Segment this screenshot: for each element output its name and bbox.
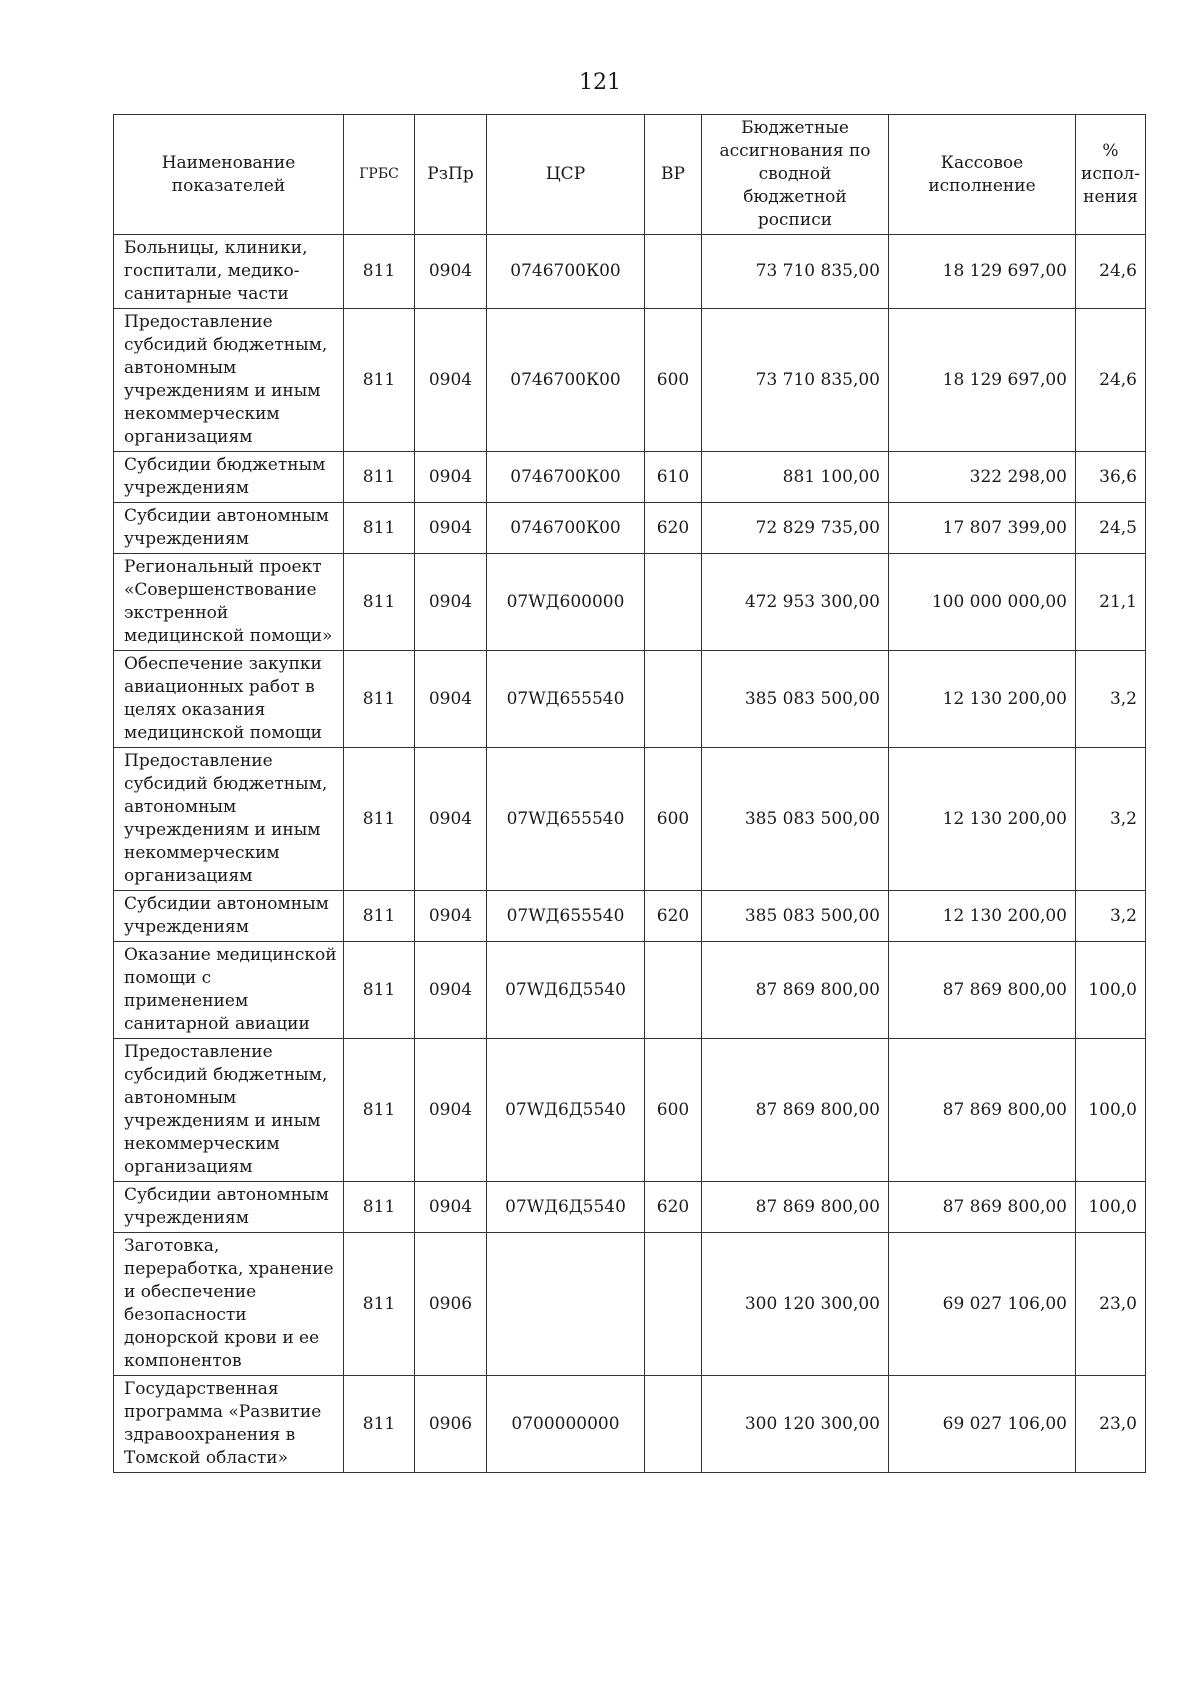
cell-csr: 0746700К00	[487, 309, 645, 452]
cell-budget: 73 710 835,00	[702, 235, 889, 309]
cell-rzpr: 0904	[415, 891, 487, 942]
cell-vr	[645, 1233, 702, 1376]
cell-pct: 100,0	[1076, 1182, 1146, 1233]
cell-vr: 620	[645, 1182, 702, 1233]
cell-pct: 23,0	[1076, 1376, 1146, 1473]
cell-csr: 0700000000	[487, 1376, 645, 1473]
cell-grbs: 811	[344, 651, 415, 748]
cell-name: Субсидии автономным учреждениям	[114, 891, 344, 942]
cell-csr: 07WД655540	[487, 748, 645, 891]
cell-cash: 17 807 399,00	[889, 503, 1076, 554]
cell-rzpr: 0904	[415, 1182, 487, 1233]
cell-vr: 600	[645, 309, 702, 452]
table-row	[114, 1182, 1146, 1233]
header-pct: % испол-нения	[1076, 115, 1146, 235]
cell-grbs: 811	[344, 1182, 415, 1233]
header-rzpr: РзПр	[415, 115, 487, 235]
cell-cash: 12 130 200,00	[889, 891, 1076, 942]
cell-budget: 385 083 500,00	[702, 891, 889, 942]
cell-grbs: 811	[344, 1233, 415, 1376]
table-row	[114, 1233, 1146, 1376]
cell-cash: 322 298,00	[889, 452, 1076, 503]
cell-vr: 620	[645, 891, 702, 942]
cell-csr: 07WД6Д5540	[487, 1182, 645, 1233]
table-body	[114, 235, 1146, 1473]
cell-csr: 07WД600000	[487, 554, 645, 651]
cell-name: Больницы, клиники, госпитали, медико-санитарные части	[114, 235, 344, 309]
cell-rzpr: 0904	[415, 942, 487, 1039]
header-budget: Бюджетные ассигнования по сводной бюджетной росписи	[702, 115, 889, 235]
cell-rzpr: 0904	[415, 235, 487, 309]
cell-name: Субсидии автономным учреждениям	[114, 503, 344, 554]
cell-rzpr: 0904	[415, 503, 487, 554]
cell-budget: 300 120 300,00	[702, 1233, 889, 1376]
cell-grbs: 811	[344, 891, 415, 942]
cell-cash: 12 130 200,00	[889, 651, 1076, 748]
cell-rzpr: 0904	[415, 748, 487, 891]
table-row	[114, 1376, 1146, 1473]
cell-grbs: 811	[344, 452, 415, 503]
cell-rzpr: 0906	[415, 1233, 487, 1376]
budget-execution-table	[113, 114, 1146, 1473]
cell-csr	[487, 1233, 645, 1376]
cell-rzpr: 0904	[415, 309, 487, 452]
table-row	[114, 309, 1146, 452]
cell-cash: 87 869 800,00	[889, 942, 1076, 1039]
cell-name: Региональный проект «Совершенствование экстренной медицинской помощи»	[114, 554, 344, 651]
table-row	[114, 651, 1146, 748]
cell-name: Предоставление субсидий бюджетным, автономным учреждениям и иным некоммерческим организациям	[114, 748, 344, 891]
cell-csr: 07WД6Д5540	[487, 942, 645, 1039]
cell-csr: 0746700К00	[487, 503, 645, 554]
cell-pct: 24,6	[1076, 235, 1146, 309]
cell-vr: 610	[645, 452, 702, 503]
cell-cash: 69 027 106,00	[889, 1376, 1076, 1473]
cell-vr	[645, 651, 702, 748]
cell-cash: 69 027 106,00	[889, 1233, 1076, 1376]
cell-budget: 300 120 300,00	[702, 1376, 889, 1473]
cell-name: Государственная программа «Развитие здравоохранения в Томской области»	[114, 1376, 344, 1473]
cell-pct: 100,0	[1076, 942, 1146, 1039]
cell-name: Предоставление субсидий бюджетным, автономным учреждениям и иным некоммерческим организациям	[114, 309, 344, 452]
table-row	[114, 503, 1146, 554]
header-csr: ЦСР	[487, 115, 645, 235]
cell-cash: 87 869 800,00	[889, 1182, 1076, 1233]
cell-grbs: 811	[344, 235, 415, 309]
cell-grbs: 811	[344, 503, 415, 554]
page-number: 121	[579, 70, 621, 95]
table-header-row	[114, 115, 1146, 235]
cell-pct: 3,2	[1076, 748, 1146, 891]
cell-name: Субсидии бюджетным учреждениям	[114, 452, 344, 503]
cell-csr: 0746700К00	[487, 452, 645, 503]
table-row	[114, 452, 1146, 503]
cell-grbs: 811	[344, 942, 415, 1039]
table-row	[114, 942, 1146, 1039]
cell-vr: 600	[645, 748, 702, 891]
cell-pct: 100,0	[1076, 1039, 1146, 1182]
cell-cash: 18 129 697,00	[889, 309, 1076, 452]
cell-grbs: 811	[344, 554, 415, 651]
header-vr: ВР	[645, 115, 702, 235]
cell-pct: 3,2	[1076, 651, 1146, 748]
cell-rzpr: 0904	[415, 452, 487, 503]
header-grbs: ГРБС	[344, 115, 415, 235]
cell-vr: 620	[645, 503, 702, 554]
cell-budget: 73 710 835,00	[702, 309, 889, 452]
cell-grbs: 811	[344, 1039, 415, 1182]
cell-pct: 36,6	[1076, 452, 1146, 503]
cell-name: Обеспечение закупки авиационных работ в целях оказания медицинской помощи	[114, 651, 344, 748]
cell-rzpr: 0904	[415, 554, 487, 651]
cell-budget: 87 869 800,00	[702, 942, 889, 1039]
cell-csr: 0746700К00	[487, 235, 645, 309]
cell-rzpr: 0904	[415, 1039, 487, 1182]
cell-cash: 12 130 200,00	[889, 748, 1076, 891]
cell-budget: 385 083 500,00	[702, 651, 889, 748]
cell-grbs: 811	[344, 1376, 415, 1473]
cell-vr	[645, 1376, 702, 1473]
cell-pct: 21,1	[1076, 554, 1146, 651]
header-name: Наименование показателей	[114, 115, 344, 235]
cell-budget: 87 869 800,00	[702, 1182, 889, 1233]
cell-cash: 18 129 697,00	[889, 235, 1076, 309]
cell-rzpr: 0904	[415, 651, 487, 748]
cell-pct: 23,0	[1076, 1233, 1146, 1376]
cell-csr: 07WД655540	[487, 891, 645, 942]
cell-vr	[645, 235, 702, 309]
cell-budget: 881 100,00	[702, 452, 889, 503]
cell-cash: 87 869 800,00	[889, 1039, 1076, 1182]
cell-vr: 600	[645, 1039, 702, 1182]
cell-budget: 385 083 500,00	[702, 748, 889, 891]
cell-pct: 3,2	[1076, 891, 1146, 942]
cell-pct: 24,6	[1076, 309, 1146, 452]
table-row	[114, 1039, 1146, 1182]
header-cash: Кассовое исполнение	[889, 115, 1076, 235]
table-row	[114, 891, 1146, 942]
cell-csr: 07WД6Д5540	[487, 1039, 645, 1182]
cell-name: Заготовка, переработка, хранение и обеспечение безопасности донорской крови и ее компонентов	[114, 1233, 344, 1376]
table-row	[114, 554, 1146, 651]
table-row	[114, 748, 1146, 891]
cell-rzpr: 0906	[415, 1376, 487, 1473]
cell-budget: 87 869 800,00	[702, 1039, 889, 1182]
cell-vr	[645, 554, 702, 651]
cell-name: Предоставление субсидий бюджетным, автономным учреждениям и иным некоммерческим организациям	[114, 1039, 344, 1182]
cell-grbs: 811	[344, 748, 415, 891]
cell-csr: 07WД655540	[487, 651, 645, 748]
cell-name: Субсидии автономным учреждениям	[114, 1182, 344, 1233]
cell-pct: 24,5	[1076, 503, 1146, 554]
cell-budget: 472 953 300,00	[702, 554, 889, 651]
cell-vr	[645, 942, 702, 1039]
table-row	[114, 235, 1146, 309]
cell-name: Оказание медицинской помощи с применением санитарной авиации	[114, 942, 344, 1039]
cell-cash: 100 000 000,00	[889, 554, 1076, 651]
cell-grbs: 811	[344, 309, 415, 452]
cell-budget: 72 829 735,00	[702, 503, 889, 554]
